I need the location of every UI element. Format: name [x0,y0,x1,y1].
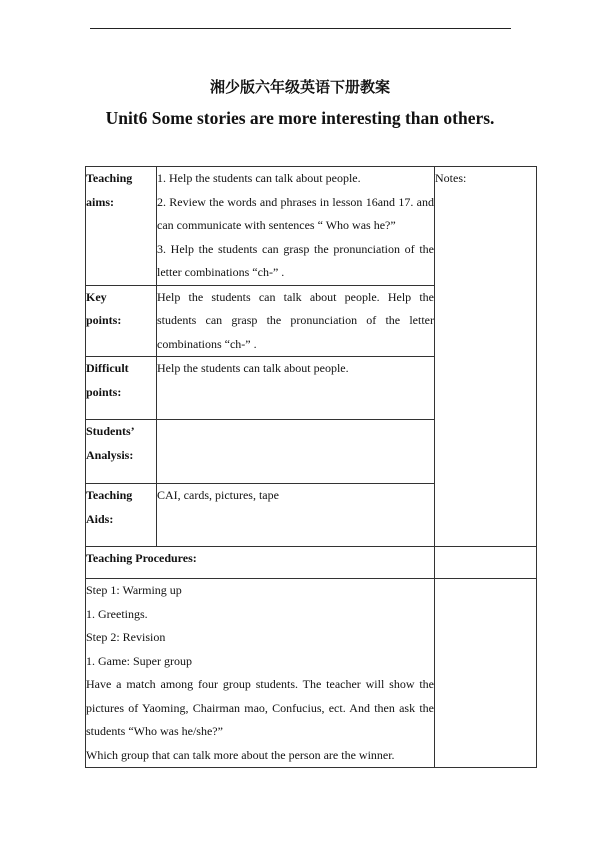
procedure-line: 1. Game: Super group [86,653,192,668]
key-points-content: Help the students can talk about people. Help the students can grasp the pronunciation of the letter combinations “ch-” . [157,285,435,357]
procedure-line: Step 2: Revision [86,630,166,644]
teaching-aims-content [157,167,435,286]
key-points-label-line2: points: [86,313,122,327]
difficult-points-label-line1: Difficult [86,361,129,375]
teaching-aim-item: 1. Help the students can talk about people. [157,171,361,185]
row-teaching-aims [86,167,537,286]
notes-column-procedures-header [435,547,537,579]
teaching-aims-label [86,167,157,286]
difficult-points-label [86,357,157,420]
procedure-line: Have a match among four group students. The teacher will show the pictures of Yaoming, Chairman mao, Confucius, ect. And then ask the students “Who was he/she?” [86,677,434,738]
teaching-aim-item: 2. Review the words and phrases in lesson 16and 17. and can communicate with sentences “ Who was he?” [157,194,434,232]
notes-column [435,167,537,547]
row-procedures-content [86,579,537,768]
students-analysis-content [157,420,435,484]
header-rule [90,28,511,29]
procedure-line: Which group that can talk more about the person are the winner. [86,747,395,762]
teaching-aids-content: CAI, cards, pictures, tape [157,484,435,547]
procedure-line: 1. Greetings. [86,606,148,621]
students-analysis-label-line2: Analysis: [86,447,134,462]
students-analysis-label-line1: Students’ [86,424,135,438]
teaching-aim-item: 3. Help the students can grasp the pronunciation of the letter combinations “ch-” . [157,241,434,279]
difficult-points-label-line2: points: [86,384,122,399]
lesson-plan-table [85,166,537,768]
teaching-aims-label-line1: Teaching [86,171,133,185]
document-title-chinese: 湘少版六年级英语下册教案 [209,78,390,96]
notes-column-procedures [435,579,537,768]
key-points-label-line1: Key [86,289,107,304]
key-points-label [86,285,157,357]
difficult-points-content: Help the students can talk about people. [157,357,435,420]
students-analysis-label [86,420,157,484]
teaching-procedures-content [86,579,435,768]
teaching-aims-label-line2: aims: [86,194,114,209]
teaching-aids-label-line2: Aids: [86,511,114,526]
teaching-procedures-label: Teaching Procedures: [86,547,435,579]
teaching-aids-label-line1: Teaching [86,488,133,502]
procedure-line: Step 1: Warming up [86,583,182,597]
notes-label: Notes: [435,171,467,185]
document-title-unit: Unit6 Some stories are more interesting than others. [105,108,495,128]
teaching-aids-label [86,484,157,547]
row-procedures-header [86,547,537,579]
